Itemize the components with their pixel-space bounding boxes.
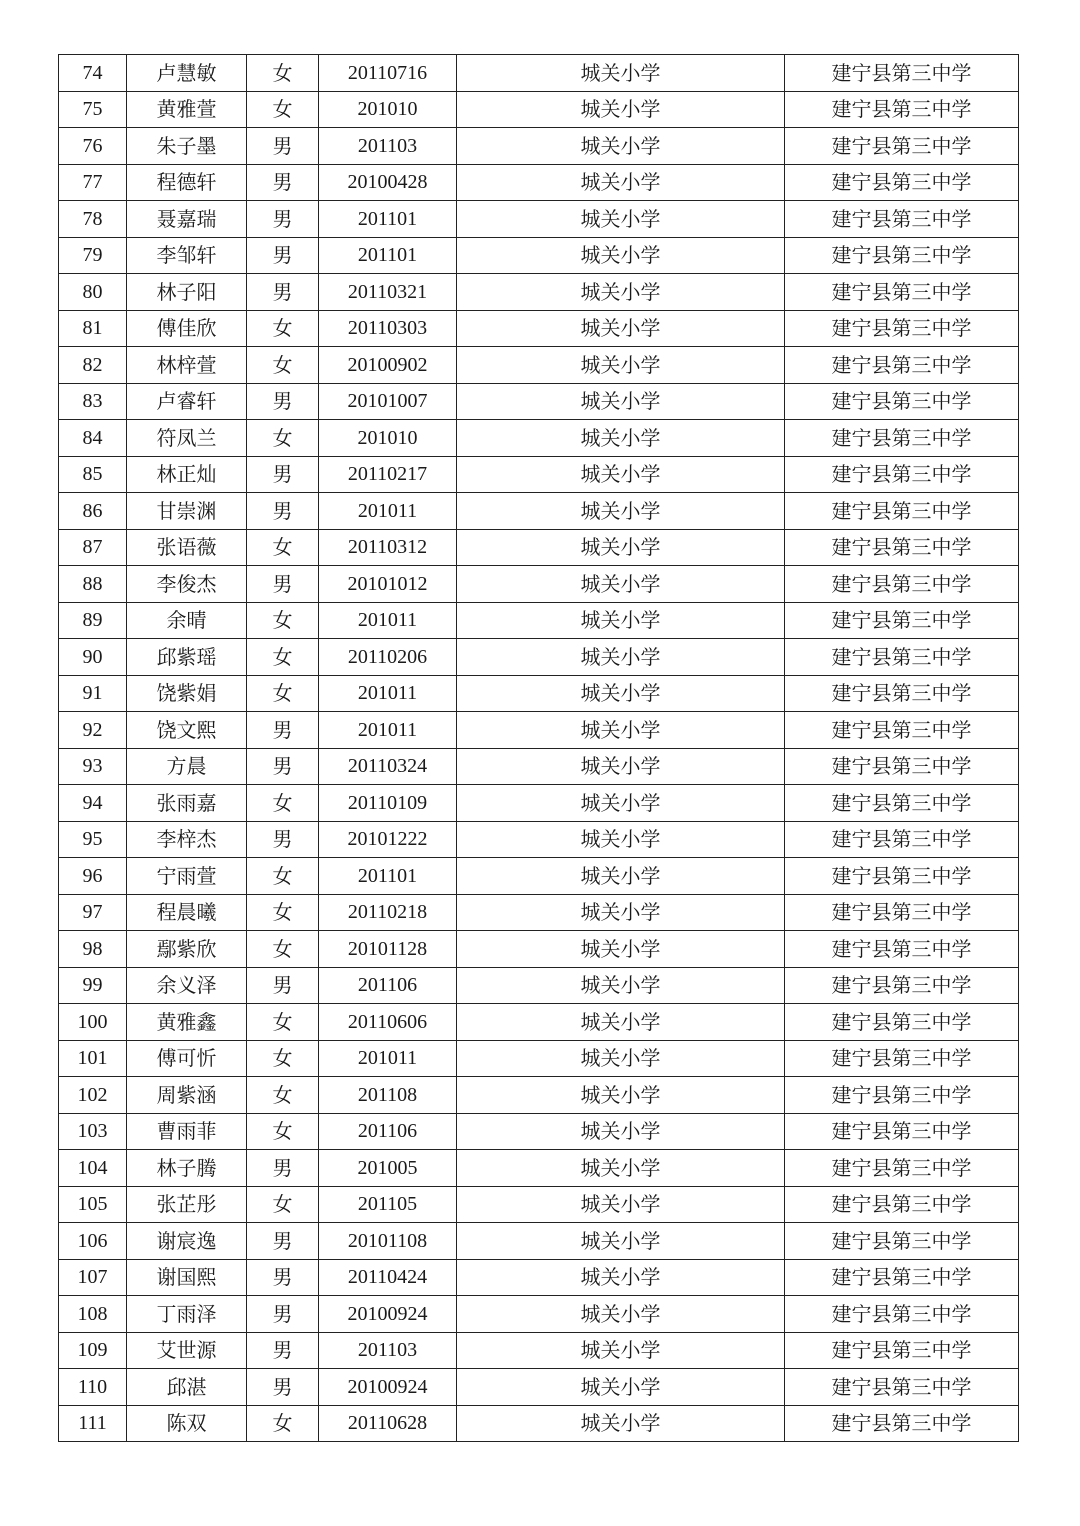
row-number-cell: 98	[59, 931, 127, 968]
gender-cell: 男	[247, 128, 319, 165]
table-row	[59, 91, 1019, 128]
gender-cell: 女	[247, 420, 319, 457]
student-name-cell: 聂嘉瑞	[127, 201, 247, 238]
table-row	[59, 1405, 1019, 1442]
birth-date-cell: 201011	[319, 675, 457, 712]
table-row	[59, 201, 1019, 238]
primary-school-cell: 城关小学	[457, 201, 785, 238]
middle-school-cell: 建宁县第三中学	[785, 785, 1019, 822]
birth-date-cell: 201005	[319, 1150, 457, 1187]
row-number-cell: 93	[59, 748, 127, 785]
middle-school-cell: 建宁县第三中学	[785, 1077, 1019, 1114]
student-name-cell: 谢国熙	[127, 1259, 247, 1296]
student-name-cell: 林子腾	[127, 1150, 247, 1187]
table-row	[59, 712, 1019, 749]
row-number-cell: 77	[59, 164, 127, 201]
student-name-cell: 符凤兰	[127, 420, 247, 457]
student-name-cell: 张语薇	[127, 529, 247, 566]
student-name-cell: 鄢紫欣	[127, 931, 247, 968]
gender-cell: 女	[247, 1004, 319, 1041]
primary-school-cell: 城关小学	[457, 274, 785, 311]
student-name-cell: 李梓杰	[127, 821, 247, 858]
middle-school-cell: 建宁县第三中学	[785, 1405, 1019, 1442]
middle-school-cell: 建宁县第三中学	[785, 529, 1019, 566]
student-name-cell: 李俊杰	[127, 566, 247, 603]
primary-school-cell: 城关小学	[457, 1186, 785, 1223]
student-table	[58, 54, 1019, 1442]
gender-cell: 男	[247, 237, 319, 274]
row-number-cell: 89	[59, 602, 127, 639]
student-name-cell: 黄雅萱	[127, 91, 247, 128]
birth-date-cell: 201010	[319, 420, 457, 457]
row-number-cell: 97	[59, 894, 127, 931]
middle-school-cell: 建宁县第三中学	[785, 274, 1019, 311]
table-row	[59, 1113, 1019, 1150]
birth-date-cell: 20110217	[319, 456, 457, 493]
table-row	[59, 566, 1019, 603]
primary-school-cell: 城关小学	[457, 164, 785, 201]
row-number-cell: 94	[59, 785, 127, 822]
row-number-cell: 86	[59, 493, 127, 530]
gender-cell: 女	[247, 1113, 319, 1150]
gender-cell: 女	[247, 894, 319, 931]
row-number-cell: 102	[59, 1077, 127, 1114]
birth-date-cell: 20110321	[319, 274, 457, 311]
student-table-body	[59, 55, 1019, 1442]
middle-school-cell: 建宁县第三中学	[785, 1113, 1019, 1150]
middle-school-cell: 建宁县第三中学	[785, 1004, 1019, 1041]
middle-school-cell: 建宁县第三中学	[785, 967, 1019, 1004]
birth-date-cell: 20110206	[319, 639, 457, 676]
table-row	[59, 274, 1019, 311]
middle-school-cell: 建宁县第三中学	[785, 383, 1019, 420]
student-name-cell: 方晨	[127, 748, 247, 785]
gender-cell: 男	[247, 201, 319, 238]
table-row	[59, 785, 1019, 822]
row-number-cell: 109	[59, 1332, 127, 1369]
middle-school-cell: 建宁县第三中学	[785, 712, 1019, 749]
birth-date-cell: 201011	[319, 602, 457, 639]
table-row	[59, 967, 1019, 1004]
middle-school-cell: 建宁县第三中学	[785, 493, 1019, 530]
gender-cell: 男	[247, 1296, 319, 1333]
student-name-cell: 曹雨菲	[127, 1113, 247, 1150]
student-list-page	[58, 54, 1018, 1442]
row-number-cell: 99	[59, 967, 127, 1004]
row-number-cell: 106	[59, 1223, 127, 1260]
primary-school-cell: 城关小学	[457, 894, 785, 931]
table-row	[59, 55, 1019, 92]
row-number-cell: 79	[59, 237, 127, 274]
gender-cell: 女	[247, 602, 319, 639]
row-number-cell: 83	[59, 383, 127, 420]
primary-school-cell: 城关小学	[457, 931, 785, 968]
birth-date-cell: 201010	[319, 91, 457, 128]
middle-school-cell: 建宁县第三中学	[785, 164, 1019, 201]
gender-cell: 女	[247, 310, 319, 347]
middle-school-cell: 建宁县第三中学	[785, 748, 1019, 785]
gender-cell: 女	[247, 529, 319, 566]
gender-cell: 女	[247, 675, 319, 712]
birth-date-cell: 20101012	[319, 566, 457, 603]
row-number-cell: 78	[59, 201, 127, 238]
gender-cell: 女	[247, 1077, 319, 1114]
gender-cell: 男	[247, 1369, 319, 1406]
table-row	[59, 1259, 1019, 1296]
middle-school-cell: 建宁县第三中学	[785, 1259, 1019, 1296]
gender-cell: 男	[247, 967, 319, 1004]
birth-date-cell: 20110424	[319, 1259, 457, 1296]
primary-school-cell: 城关小学	[457, 1040, 785, 1077]
table-row	[59, 1077, 1019, 1114]
primary-school-cell: 城关小学	[457, 967, 785, 1004]
gender-cell: 男	[247, 566, 319, 603]
student-name-cell: 朱子墨	[127, 128, 247, 165]
gender-cell: 女	[247, 1405, 319, 1442]
table-row	[59, 128, 1019, 165]
table-row	[59, 821, 1019, 858]
birth-date-cell: 201011	[319, 493, 457, 530]
row-number-cell: 96	[59, 858, 127, 895]
row-number-cell: 92	[59, 712, 127, 749]
birth-date-cell: 201101	[319, 237, 457, 274]
gender-cell: 男	[247, 493, 319, 530]
row-number-cell: 85	[59, 456, 127, 493]
table-row	[59, 1186, 1019, 1223]
gender-cell: 男	[247, 748, 319, 785]
table-row	[59, 858, 1019, 895]
birth-date-cell: 20110303	[319, 310, 457, 347]
primary-school-cell: 城关小学	[457, 858, 785, 895]
primary-school-cell: 城关小学	[457, 1405, 785, 1442]
student-name-cell: 邱紫瑶	[127, 639, 247, 676]
row-number-cell: 95	[59, 821, 127, 858]
row-number-cell: 103	[59, 1113, 127, 1150]
birth-date-cell: 20110324	[319, 748, 457, 785]
birth-date-cell: 20101007	[319, 383, 457, 420]
table-row	[59, 1004, 1019, 1041]
table-row	[59, 748, 1019, 785]
table-row	[59, 1332, 1019, 1369]
birth-date-cell: 20100902	[319, 347, 457, 384]
middle-school-cell: 建宁县第三中学	[785, 566, 1019, 603]
middle-school-cell: 建宁县第三中学	[785, 894, 1019, 931]
student-name-cell: 程晨曦	[127, 894, 247, 931]
middle-school-cell: 建宁县第三中学	[785, 456, 1019, 493]
middle-school-cell: 建宁县第三中学	[785, 858, 1019, 895]
birth-date-cell: 201106	[319, 967, 457, 1004]
row-number-cell: 108	[59, 1296, 127, 1333]
primary-school-cell: 城关小学	[457, 712, 785, 749]
middle-school-cell: 建宁县第三中学	[785, 1369, 1019, 1406]
student-name-cell: 陈双	[127, 1405, 247, 1442]
primary-school-cell: 城关小学	[457, 493, 785, 530]
middle-school-cell: 建宁县第三中学	[785, 1150, 1019, 1187]
birth-date-cell: 201011	[319, 712, 457, 749]
student-name-cell: 周紫涵	[127, 1077, 247, 1114]
primary-school-cell: 城关小学	[457, 55, 785, 92]
primary-school-cell: 城关小学	[457, 91, 785, 128]
birth-date-cell: 20110312	[319, 529, 457, 566]
primary-school-cell: 城关小学	[457, 1332, 785, 1369]
primary-school-cell: 城关小学	[457, 1150, 785, 1187]
middle-school-cell: 建宁县第三中学	[785, 201, 1019, 238]
student-name-cell: 宁雨萱	[127, 858, 247, 895]
row-number-cell: 104	[59, 1150, 127, 1187]
primary-school-cell: 城关小学	[457, 529, 785, 566]
row-number-cell: 76	[59, 128, 127, 165]
gender-cell: 男	[247, 383, 319, 420]
primary-school-cell: 城关小学	[457, 1369, 785, 1406]
birth-date-cell: 201105	[319, 1186, 457, 1223]
birth-date-cell: 20110606	[319, 1004, 457, 1041]
student-name-cell: 张雨嘉	[127, 785, 247, 822]
primary-school-cell: 城关小学	[457, 1296, 785, 1333]
primary-school-cell: 城关小学	[457, 310, 785, 347]
birth-date-cell: 201108	[319, 1077, 457, 1114]
row-number-cell: 91	[59, 675, 127, 712]
primary-school-cell: 城关小学	[457, 1113, 785, 1150]
gender-cell: 男	[247, 1223, 319, 1260]
table-row	[59, 529, 1019, 566]
birth-date-cell: 201011	[319, 1040, 457, 1077]
middle-school-cell: 建宁县第三中学	[785, 347, 1019, 384]
row-number-cell: 87	[59, 529, 127, 566]
middle-school-cell: 建宁县第三中学	[785, 1332, 1019, 1369]
row-number-cell: 110	[59, 1369, 127, 1406]
table-row	[59, 639, 1019, 676]
gender-cell: 女	[247, 785, 319, 822]
gender-cell: 女	[247, 639, 319, 676]
table-row	[59, 1369, 1019, 1406]
gender-cell: 女	[247, 931, 319, 968]
primary-school-cell: 城关小学	[457, 821, 785, 858]
gender-cell: 女	[247, 858, 319, 895]
student-name-cell: 饶紫娟	[127, 675, 247, 712]
table-row	[59, 237, 1019, 274]
gender-cell: 男	[247, 164, 319, 201]
row-number-cell: 81	[59, 310, 127, 347]
table-row	[59, 310, 1019, 347]
birth-date-cell: 201106	[319, 1113, 457, 1150]
row-number-cell: 100	[59, 1004, 127, 1041]
middle-school-cell: 建宁县第三中学	[785, 128, 1019, 165]
primary-school-cell: 城关小学	[457, 675, 785, 712]
gender-cell: 男	[247, 712, 319, 749]
row-number-cell: 107	[59, 1259, 127, 1296]
middle-school-cell: 建宁县第三中学	[785, 1040, 1019, 1077]
student-name-cell: 傅佳欣	[127, 310, 247, 347]
birth-date-cell: 201103	[319, 1332, 457, 1369]
birth-date-cell: 20101222	[319, 821, 457, 858]
gender-cell: 女	[247, 1186, 319, 1223]
middle-school-cell: 建宁县第三中学	[785, 91, 1019, 128]
birth-date-cell: 20110628	[319, 1405, 457, 1442]
table-row	[59, 456, 1019, 493]
student-name-cell: 林梓萱	[127, 347, 247, 384]
student-name-cell: 甘崇渊	[127, 493, 247, 530]
table-row	[59, 675, 1019, 712]
gender-cell: 女	[247, 55, 319, 92]
middle-school-cell: 建宁县第三中学	[785, 1186, 1019, 1223]
student-name-cell: 张芷彤	[127, 1186, 247, 1223]
middle-school-cell: 建宁县第三中学	[785, 1296, 1019, 1333]
middle-school-cell: 建宁县第三中学	[785, 821, 1019, 858]
student-name-cell: 饶文熙	[127, 712, 247, 749]
middle-school-cell: 建宁县第三中学	[785, 639, 1019, 676]
primary-school-cell: 城关小学	[457, 128, 785, 165]
primary-school-cell: 城关小学	[457, 1077, 785, 1114]
birth-date-cell: 20100428	[319, 164, 457, 201]
row-number-cell: 105	[59, 1186, 127, 1223]
primary-school-cell: 城关小学	[457, 1004, 785, 1041]
gender-cell: 男	[247, 274, 319, 311]
primary-school-cell: 城关小学	[457, 383, 785, 420]
row-number-cell: 80	[59, 274, 127, 311]
gender-cell: 男	[247, 1259, 319, 1296]
row-number-cell: 74	[59, 55, 127, 92]
primary-school-cell: 城关小学	[457, 347, 785, 384]
primary-school-cell: 城关小学	[457, 456, 785, 493]
table-row	[59, 1040, 1019, 1077]
table-row	[59, 347, 1019, 384]
table-row	[59, 383, 1019, 420]
birth-date-cell: 20101108	[319, 1223, 457, 1260]
primary-school-cell: 城关小学	[457, 1223, 785, 1260]
row-number-cell: 88	[59, 566, 127, 603]
birth-date-cell: 20110716	[319, 55, 457, 92]
table-row	[59, 420, 1019, 457]
primary-school-cell: 城关小学	[457, 237, 785, 274]
birth-date-cell: 20110109	[319, 785, 457, 822]
birth-date-cell: 201101	[319, 858, 457, 895]
birth-date-cell: 20100924	[319, 1296, 457, 1333]
table-row	[59, 1150, 1019, 1187]
gender-cell: 男	[247, 1150, 319, 1187]
row-number-cell: 82	[59, 347, 127, 384]
student-name-cell: 卢慧敏	[127, 55, 247, 92]
gender-cell: 女	[247, 91, 319, 128]
student-name-cell: 谢宸逸	[127, 1223, 247, 1260]
table-row	[59, 602, 1019, 639]
birth-date-cell: 20101128	[319, 931, 457, 968]
student-name-cell: 余义泽	[127, 967, 247, 1004]
gender-cell: 女	[247, 1040, 319, 1077]
middle-school-cell: 建宁县第三中学	[785, 310, 1019, 347]
primary-school-cell: 城关小学	[457, 420, 785, 457]
student-name-cell: 林子阳	[127, 274, 247, 311]
student-name-cell: 余晴	[127, 602, 247, 639]
middle-school-cell: 建宁县第三中学	[785, 602, 1019, 639]
primary-school-cell: 城关小学	[457, 1259, 785, 1296]
birth-date-cell: 20100924	[319, 1369, 457, 1406]
primary-school-cell: 城关小学	[457, 566, 785, 603]
birth-date-cell: 20110218	[319, 894, 457, 931]
middle-school-cell: 建宁县第三中学	[785, 55, 1019, 92]
row-number-cell: 90	[59, 639, 127, 676]
gender-cell: 男	[247, 1332, 319, 1369]
row-number-cell: 75	[59, 91, 127, 128]
middle-school-cell: 建宁县第三中学	[785, 675, 1019, 712]
student-name-cell: 艾世源	[127, 1332, 247, 1369]
middle-school-cell: 建宁县第三中学	[785, 237, 1019, 274]
student-name-cell: 丁雨泽	[127, 1296, 247, 1333]
row-number-cell: 101	[59, 1040, 127, 1077]
student-name-cell: 林正灿	[127, 456, 247, 493]
row-number-cell: 111	[59, 1405, 127, 1442]
middle-school-cell: 建宁县第三中学	[785, 1223, 1019, 1260]
student-name-cell: 李邹轩	[127, 237, 247, 274]
table-row	[59, 493, 1019, 530]
table-row	[59, 164, 1019, 201]
primary-school-cell: 城关小学	[457, 748, 785, 785]
student-name-cell: 黄雅鑫	[127, 1004, 247, 1041]
gender-cell: 男	[247, 821, 319, 858]
primary-school-cell: 城关小学	[457, 785, 785, 822]
middle-school-cell: 建宁县第三中学	[785, 420, 1019, 457]
table-row	[59, 894, 1019, 931]
student-name-cell: 程德轩	[127, 164, 247, 201]
student-name-cell: 邱湛	[127, 1369, 247, 1406]
middle-school-cell: 建宁县第三中学	[785, 931, 1019, 968]
gender-cell: 女	[247, 347, 319, 384]
table-row	[59, 1296, 1019, 1333]
primary-school-cell: 城关小学	[457, 639, 785, 676]
row-number-cell: 84	[59, 420, 127, 457]
table-row	[59, 931, 1019, 968]
birth-date-cell: 201101	[319, 201, 457, 238]
table-row	[59, 1223, 1019, 1260]
student-name-cell: 卢睿轩	[127, 383, 247, 420]
student-name-cell: 傅可忻	[127, 1040, 247, 1077]
birth-date-cell: 201103	[319, 128, 457, 165]
gender-cell: 男	[247, 456, 319, 493]
primary-school-cell: 城关小学	[457, 602, 785, 639]
